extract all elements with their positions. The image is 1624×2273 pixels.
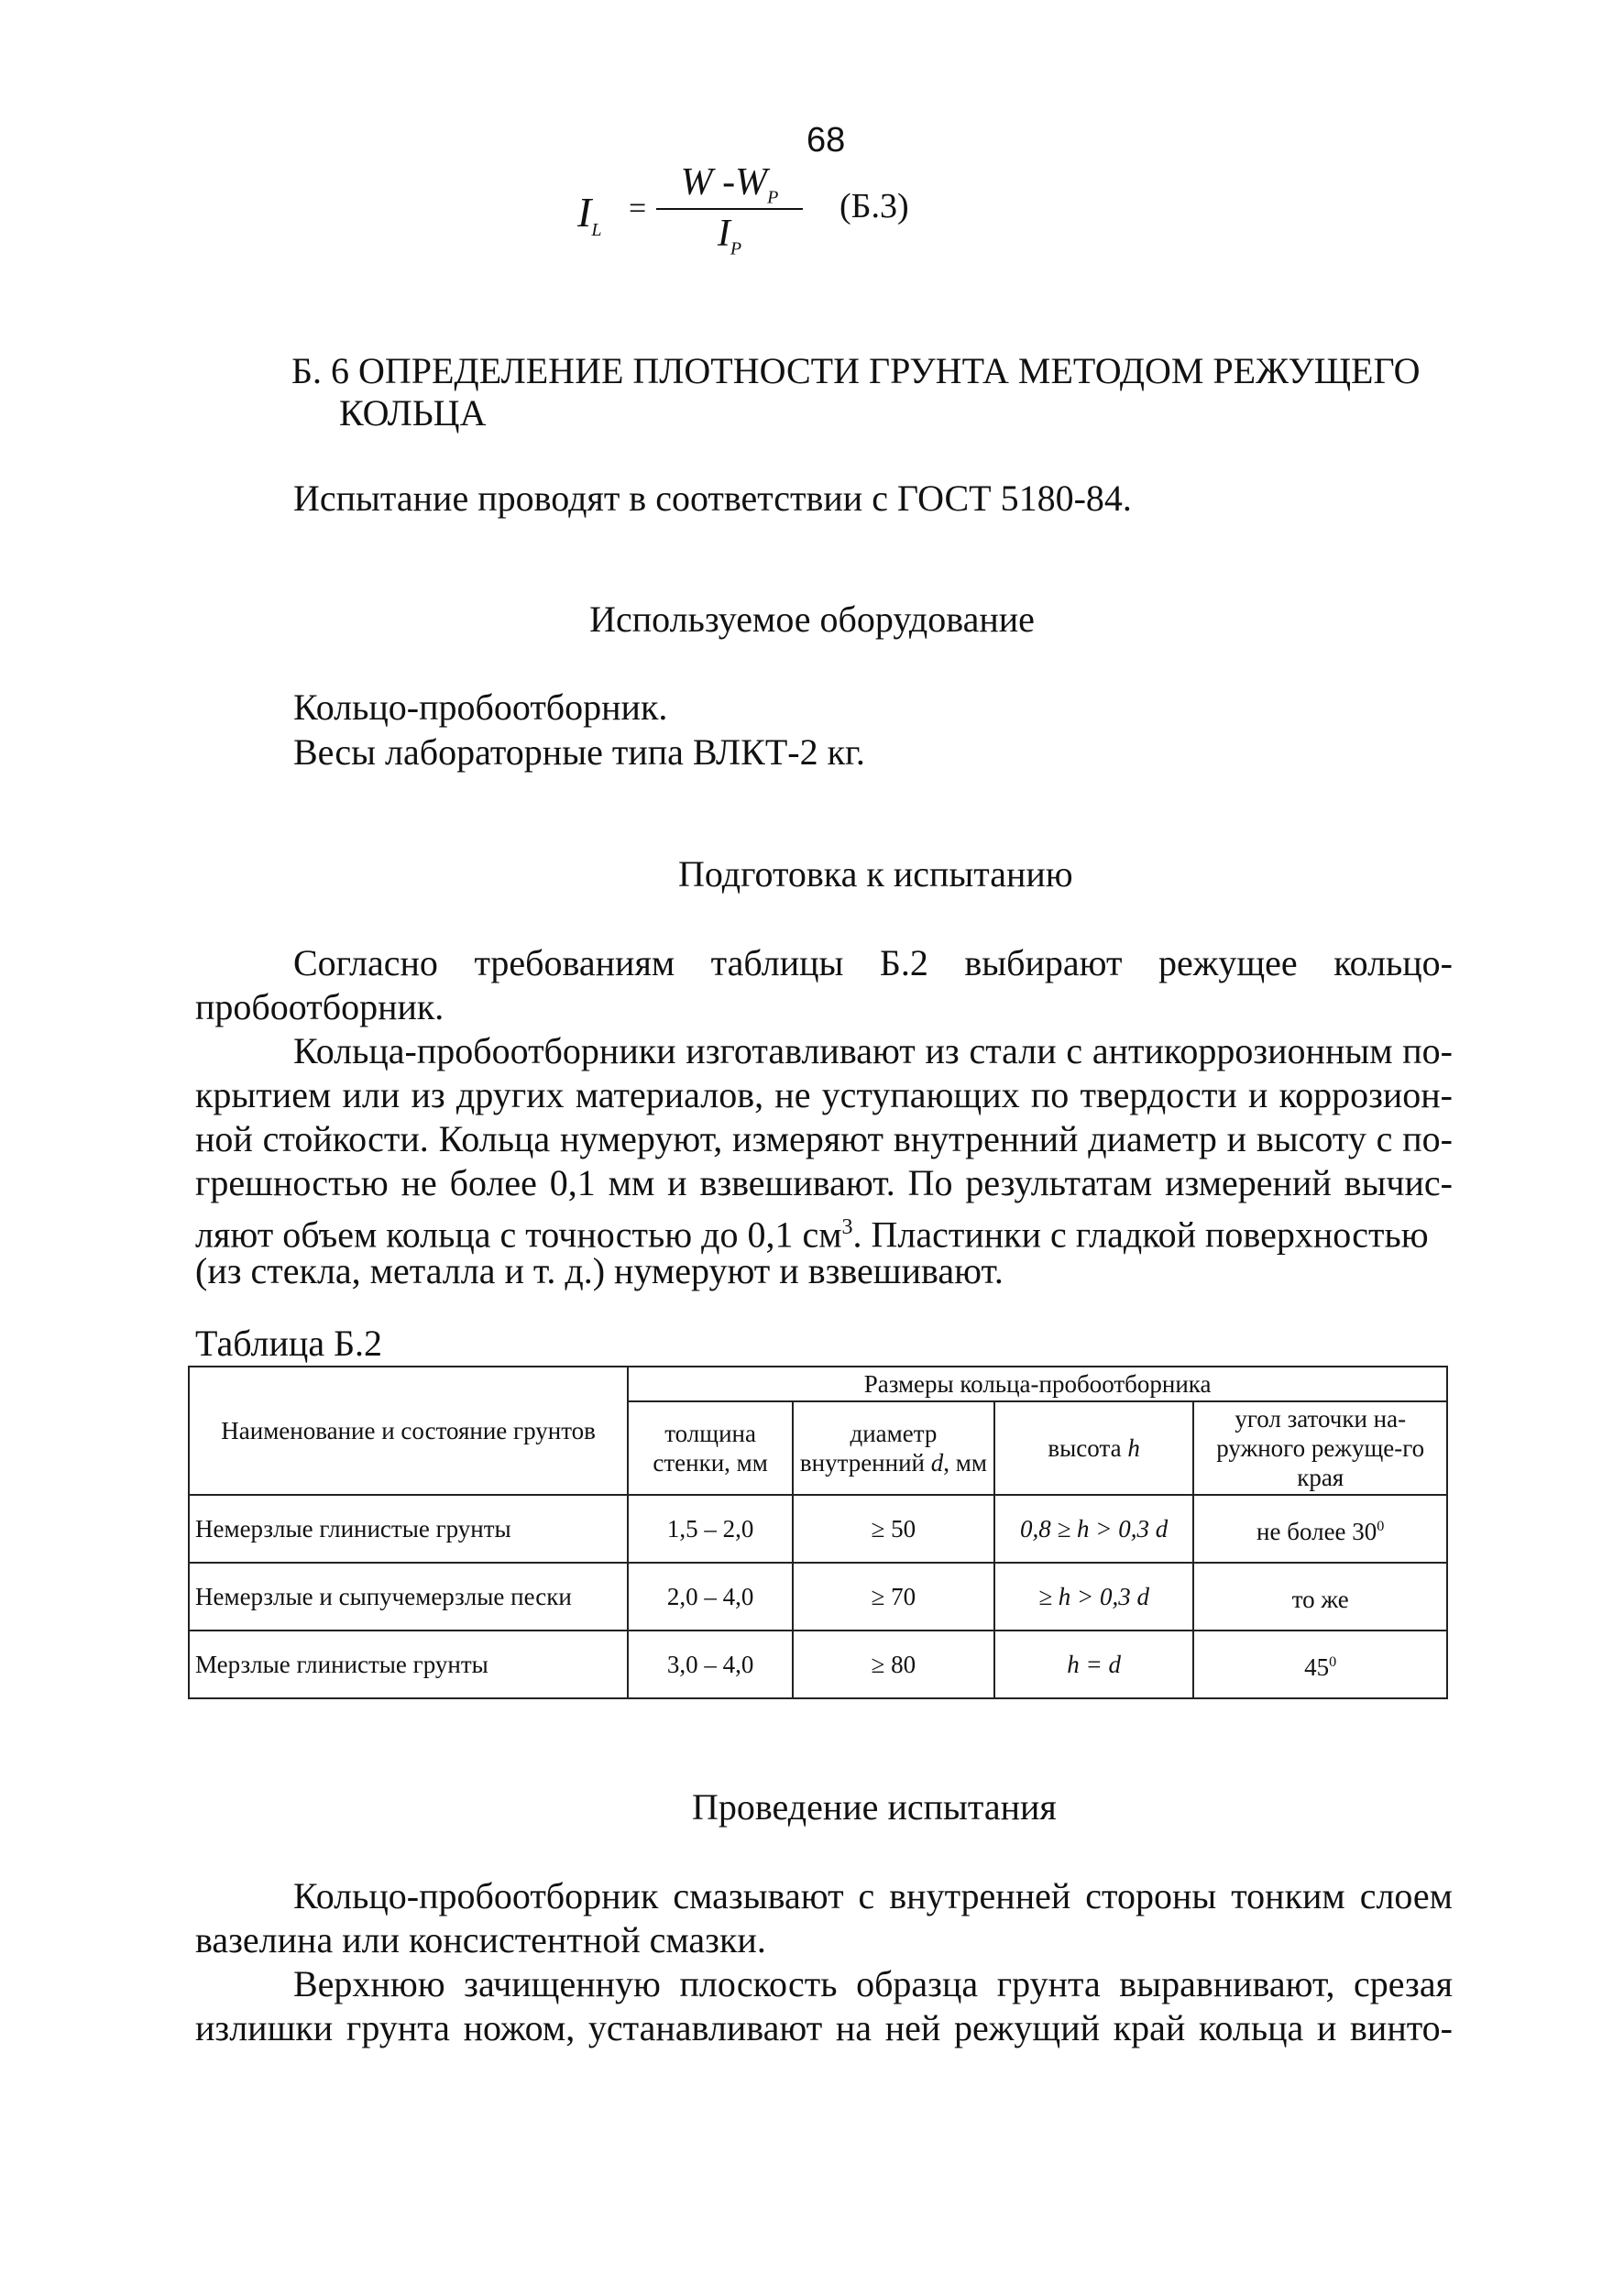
table-cell: не более $30^0$ [1193, 1495, 1447, 1563]
equipment-item: Весы лабораторные типа ВЛКТ-2 кг. [293, 731, 865, 773]
preparation-paragraph-1-line: пробоотборник. [195, 986, 444, 1027]
table-header-cell: высота h [994, 1401, 1194, 1495]
ring-dimensions-table [188, 1366, 1448, 1699]
table-header-cell: толщина стенки, мм [628, 1401, 793, 1495]
fraction-bar [656, 208, 803, 210]
table-cell: 0,8 ≥ h > 0,3 d [994, 1495, 1194, 1563]
intro-paragraph: Испытание проводят в соответствии с ГОСТ 5180-84. [293, 478, 1132, 519]
table-row [189, 1563, 1447, 1631]
formula-numerator: W $-W_P$ [680, 161, 779, 208]
table-cell: ≥ 50 [793, 1495, 994, 1563]
table-row [189, 1631, 1447, 1698]
formula-equals: = [629, 192, 647, 225]
procedure-paragraph-1-line: вазелина или консистентной смазки. [195, 1919, 766, 1960]
table-cell: 2,0 – 4,0 [628, 1563, 793, 1631]
formula-denominator: $I_P$ [717, 213, 742, 259]
table-cell: ≥ 70 [793, 1563, 994, 1631]
table-cell: то же [1193, 1563, 1447, 1631]
section-heading-line2: КОЛЬЦА [339, 392, 487, 434]
table-header-cell: диаметр внутренний d, мм [793, 1401, 994, 1495]
procedure-heading: Проведение испытания [692, 1786, 1057, 1828]
table-cell: h = d [994, 1631, 1194, 1698]
preparation-paragraph-2-line: ляют объем кольца с точностью до 0,1 $см^3$. Пластинки с гладкой поверхностью [195, 1213, 1429, 1256]
table-cell: 3,0 – 4,0 [628, 1631, 793, 1698]
page-number: 68 [807, 121, 846, 159]
table-header-row [189, 1367, 1447, 1401]
preparation-paragraph-2-line: грешностью не более 0,1 мм и взвешивают. По результатам измерений вычис- [195, 1162, 1453, 1203]
table-cell: Немерзлые глинистые грунты [189, 1495, 628, 1563]
preparation-paragraph-2-line: ной стойкости. Кольца нумеруют, измеряют внутренний диаметр и высоту с по- [195, 1118, 1453, 1159]
table-row [189, 1495, 1447, 1563]
preparation-paragraph-2-line: Кольца-пробоотборники изготавливают из стали с антикоррозионным по- [293, 1030, 1453, 1071]
preparation-heading: Подготовка к испытанию [678, 853, 1073, 895]
preparation-paragraph-1-line: Согласно требованиям таблицы Б.2 выбирают режущее кольцо- [293, 942, 1453, 983]
table-cell: ≥ h > 0,3 d [994, 1563, 1194, 1631]
table-cell: $45^0$ [1193, 1631, 1447, 1698]
preparation-paragraph-2-line: крытием или из других материалов, не уступающих по твердости и коррозион- [195, 1074, 1453, 1115]
formula-tag: (Б.3) [839, 187, 909, 225]
table-header-cell: угол заточки на-ружного режуще-го края [1193, 1401, 1447, 1495]
preparation-paragraph-2-line: (из стекла, металла и т. д.) нумеруют и взвешивают. [195, 1250, 1004, 1291]
procedure-paragraph-1-line: Кольцо-пробоотборник смазывают с внутренней стороны тонким слоем [293, 1875, 1453, 1916]
table-group-header: Размеры кольца-пробоотборника [628, 1367, 1447, 1401]
table-caption: Таблица Б.2 [195, 1323, 383, 1364]
section-heading-line1: Б. 6 ОПРЕДЕЛЕНИЕ ПЛОТНОСТИ ГРУНТА МЕТОДОМ РЕЖУЩЕГО [291, 350, 1421, 391]
equipment-item: Кольцо-пробоотборник. [293, 686, 668, 728]
table-cell: Мерзлые глинистые грунты [189, 1631, 628, 1698]
formula-b3 [577, 160, 944, 261]
table-cell: ≥ 80 [793, 1631, 994, 1698]
procedure-paragraph-2-line: Верхнюю зачищенную плоскость образца грунта выравнивают, срезая [293, 1963, 1453, 2004]
section-heading [291, 350, 1483, 434]
table-header-cell: Наименование и состояние грунтов [189, 1367, 628, 1495]
table-cell: Немерзлые и сыпучемерзлые пески [189, 1563, 628, 1631]
procedure-paragraph-2-line: излишки грунта ножом, устанавливают на ней режущий край кольца и винто- [195, 2007, 1453, 2048]
table-cell: 1,5 – 2,0 [628, 1495, 793, 1563]
equipment-heading: Используемое оборудование [589, 598, 1035, 640]
formula-lhs: $I_L$ [577, 189, 602, 241]
